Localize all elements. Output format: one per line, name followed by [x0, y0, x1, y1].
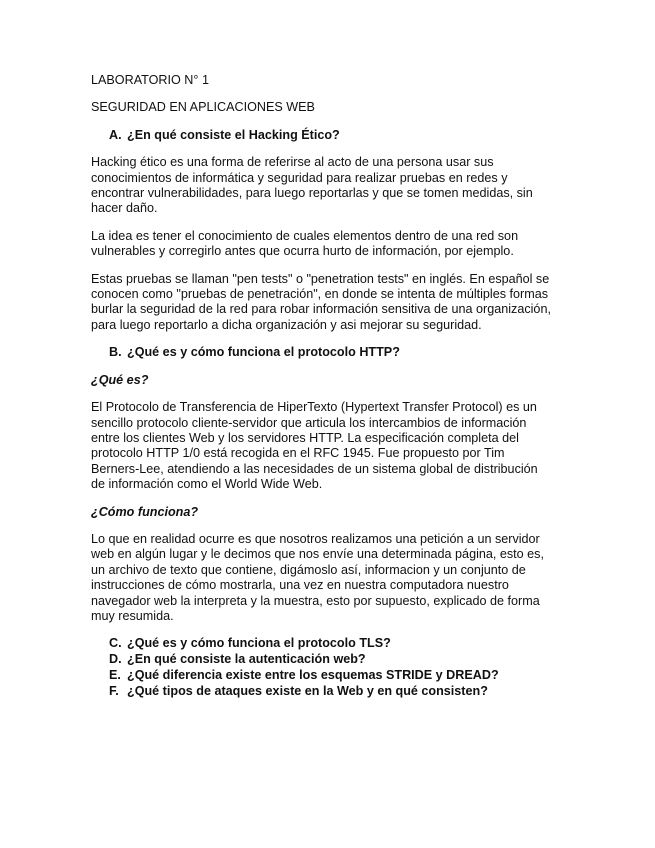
question-text: ¿Qué diferencia existe entre los esquemas STRIDE y DREAD?	[127, 667, 499, 682]
document-page	[91, 73, 569, 700]
section-b-subheading-how: ¿Cómo funciona?	[91, 504, 199, 519]
section-b-paragraph-1: El Protocolo de Transferencia de HiperTexto (Hypertext Transfer Protocol) es un sencillo protocolo cliente-servidor que articula los intercambios de información entre los clientes Web y los servidores HTTP. La especificación completa del protocolo HTTP 1/0 está recogida en el RFC 1945. Fue propuesto por Tim Berners-Lee, atendiendo a las necesidades de un sistema global de distribución de información como el World Wide Web.	[91, 400, 538, 492]
section-a-paragraph-2: La idea es tener el conocimiento de cuales elementos dentro de una red son vulnerables y corregirlo antes que ocurra hurto de información, por ejemplo.	[91, 228, 519, 259]
question-text: ¿Qué tipos de ataques existe en la Web y en qué consisten?	[127, 683, 488, 698]
section-b-question: ¿Qué es y cómo funciona el protocolo HTTP?	[127, 345, 400, 360]
question-letter: E.	[109, 667, 121, 682]
question-item-d	[91, 652, 569, 668]
question-text: ¿En qué consiste la autenticación web?	[127, 652, 366, 667]
remaining-questions-list	[91, 636, 569, 699]
section-a-paragraph-3: Estas pruebas se llaman "pen tests" o "penetration tests" en inglés. En español se conocen como "pruebas de penetración", en donde se intenta de múltiples formas burlar la seguridad de la red para robar información sensitiva de una organización, para luego reportarlo a dicha organización y asi mejorar su seguridad.	[91, 271, 551, 332]
question-letter: D.	[109, 652, 122, 667]
section-a-question: ¿En qué consiste el Hacking Ético?	[127, 127, 340, 142]
question-item-c	[91, 636, 569, 652]
section-b-letter: B.	[109, 345, 122, 360]
section-a-paragraph-1: Hacking ético es una forma de referirse al acto de una persona usar sus conocimientos de informática y seguridad para realizar pruebas en redes y encontrar vulnerabilidades, para luego reportarlas y que se tomen medidas, sin hacer daño.	[91, 155, 533, 216]
section-b-heading	[91, 345, 569, 360]
document-subtitle: SEGURIDAD EN APLICACIONES WEB	[91, 100, 315, 115]
section-a-letter: A.	[109, 127, 122, 142]
section-b-paragraph-2: Lo que en realidad ocurre es que nosotros realizamos una petición a un servidor web en algún lugar y le decimos que nos envíe una determinada página, esto es, un archivo de texto que contiene, digámoslo así, informacion y un conjunto de instrucciones de cómo mostrarla, una vez en nuestra computadora nuestro navegador web la interpreta y la muestra, esto por supuesto, explicado de forma muy resumida.	[91, 531, 544, 623]
question-letter: C.	[109, 636, 122, 651]
question-letter: F.	[109, 683, 119, 698]
lab-title: LABORATORIO N° 1	[91, 73, 209, 87]
section-b-subheading-what: ¿Qué es?	[91, 372, 149, 387]
section-a-heading	[91, 128, 569, 143]
question-item-e	[91, 668, 569, 684]
question-text: ¿Qué es y cómo funciona el protocolo TLS?	[127, 636, 391, 651]
question-item-f	[91, 684, 569, 700]
